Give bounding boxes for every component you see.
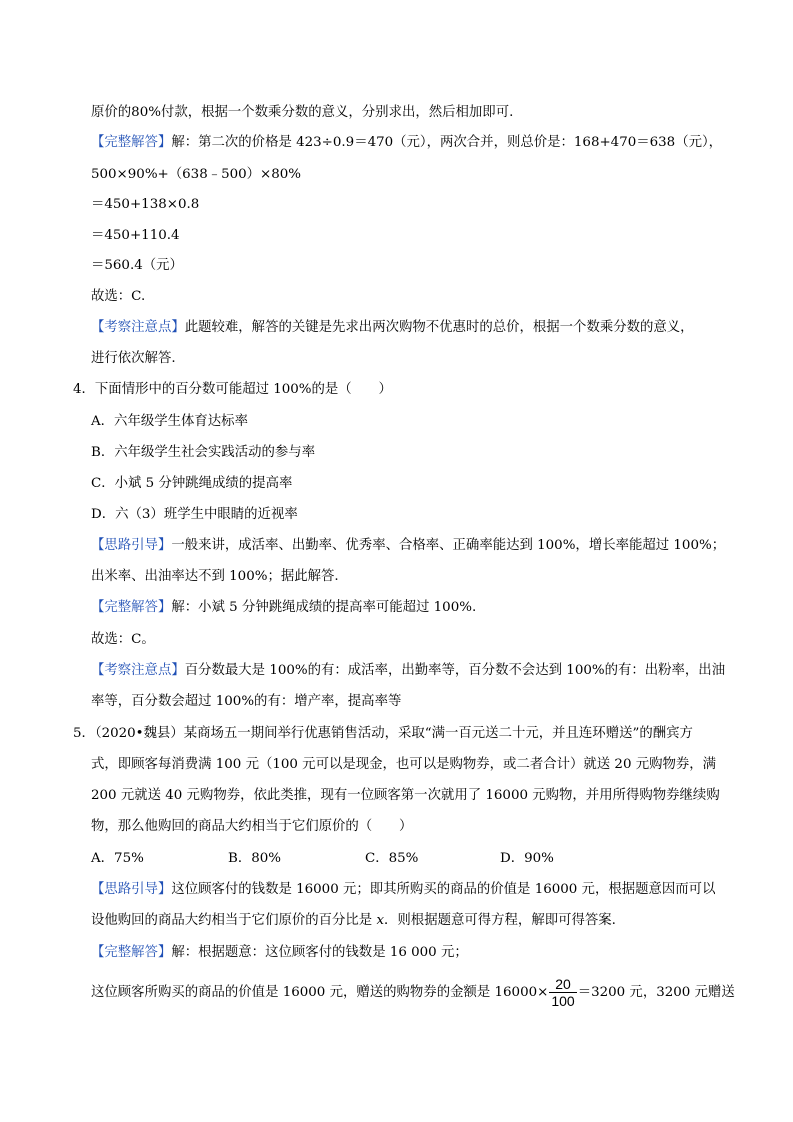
note-text: 百分数最大是 100%的有：成活率，出勤率等，百分数不会达到 100%的有：出粉率，出油 — [184, 663, 726, 678]
fraction — [549, 976, 576, 1009]
q4-option-b: B．六年级学生社会实践活动的参与率 — [91, 445, 316, 460]
q5-answer — [91, 943, 753, 963]
hint-continued-post: ．则根据题意可得方程，解即可得答案. — [384, 913, 616, 928]
q5-options — [91, 849, 753, 869]
hint-tag: 【思路引导】 — [91, 882, 172, 897]
answer-tag: 【完整解答】 — [91, 135, 172, 150]
q5-answer-continued — [91, 974, 753, 1012]
p3-answer — [91, 133, 753, 153]
p3-calc-4: ＝560.4（元） — [91, 258, 183, 273]
p3-note — [91, 318, 753, 338]
q5-stem-1: 5．（2020•魏县）某商场五一期间举行优惠销售活动，采取“满一百元送二十元，并且连环赠送”的酬宾方 — [73, 726, 693, 741]
p3-calc-1: 500×90%+（638﹣500）×80% — [91, 167, 302, 182]
answer-continued-pre: 这位顾客所购买的商品的价值是 16000 元，赠送的购物券的金额是 16000× — [91, 985, 549, 1000]
fraction-denominator: 100 — [551, 993, 575, 1009]
note-tag: 【考察注意点】 — [91, 663, 185, 678]
answer-text: 解：第二次的价格是 423÷0.9＝470（元），两次合并，则总价是：168+470＝638（元）， — [171, 135, 723, 150]
note-tag: 【考察注意点】 — [91, 320, 185, 335]
hint-tag: 【思路引导】 — [91, 538, 172, 553]
p3-calc-3: ＝450+110.4 — [91, 228, 180, 243]
note-text: 此题较难，解答的关键是先求出两次购物不优惠时的总价，根据一个数乘分数的意义， — [184, 320, 694, 335]
answer-text: 解：根据题意：这位顾客付的钱数是 16 000 元； — [171, 945, 468, 960]
answer-tag: 【完整解答】 — [91, 945, 172, 960]
answer-continued-post: ＝3200 元，3200 元赠送 — [577, 985, 735, 1000]
q5-stem-3: 200 元就送 40 元购物券，依此类推，现有一位顾客第一次就用了 16000 元购物，并用所得购物券继续购 — [91, 788, 720, 803]
hint-text: 一般来讲，成活率、出勤率、优秀率、合格率、正确率能达到 100%，增长率能超过 100%； — [171, 538, 726, 553]
hint-continued-pre: 设他购回的商品大约相当于它们原价的百分比是 — [91, 913, 377, 928]
q4-answer — [91, 598, 753, 618]
q5-hint-continued — [91, 911, 753, 931]
q4-stem: 4．下面情形中的百分数可能超过 100%的是（ ） — [73, 382, 392, 397]
q4-note-continued: 率等，百分数会超过 100%的有：增产率，提高率等 — [91, 694, 402, 709]
q4-option-c: C．小斌 5 分钟跳绳成绩的提高率 — [91, 476, 293, 491]
q5-option-b: B．80% — [228, 851, 281, 866]
answer-text: 解：小斌 5 分钟跳绳成绩的提高率可能超过 100%. — [171, 600, 477, 615]
q5-option-c: C．85% — [365, 851, 419, 866]
q4-hint-continued: 出米率、出油率达不到 100%；据此解答. — [91, 569, 339, 584]
q5-option-d: D．90% — [500, 851, 554, 866]
q4-hint — [91, 536, 753, 556]
variable-x: x — [376, 913, 385, 928]
p3-continuation: 原价的80%付款，根据一个数乘分数的意义，分别求出，然后相加即可. — [91, 105, 514, 120]
p3-note-continued: 进行依次解答. — [91, 351, 176, 366]
q4-option-a: A．六年级学生体育达标率 — [91, 414, 248, 429]
hint-text: 这位顾客付的钱数是 16000 元；即其所购买的商品的价值是 16000 元，根据题意因而可以 — [171, 882, 716, 897]
q4-note — [91, 661, 753, 681]
q5-stem-2: 式，即顾客每消费满 100 元（100 元可以是现金，也可以是购物券，或二者合计）就送 20 元购物券，满 — [91, 757, 717, 772]
q5-stem-4: 物，那么他购回的商品大约相当于它们原价的（ ） — [91, 819, 413, 834]
q4-option-d: D．六（3）班学生中眼睛的近视率 — [91, 507, 298, 522]
fraction-numerator: 20 — [549, 976, 576, 993]
p3-choice: 故选：C. — [91, 289, 146, 304]
p3-calc-2: ＝450+138×0.8 — [91, 197, 200, 212]
answer-tag: 【完整解答】 — [91, 600, 172, 615]
q5-option-a: A．75% — [91, 851, 144, 866]
q5-hint — [91, 880, 753, 900]
q4-choice: 故选：C。 — [91, 632, 155, 647]
